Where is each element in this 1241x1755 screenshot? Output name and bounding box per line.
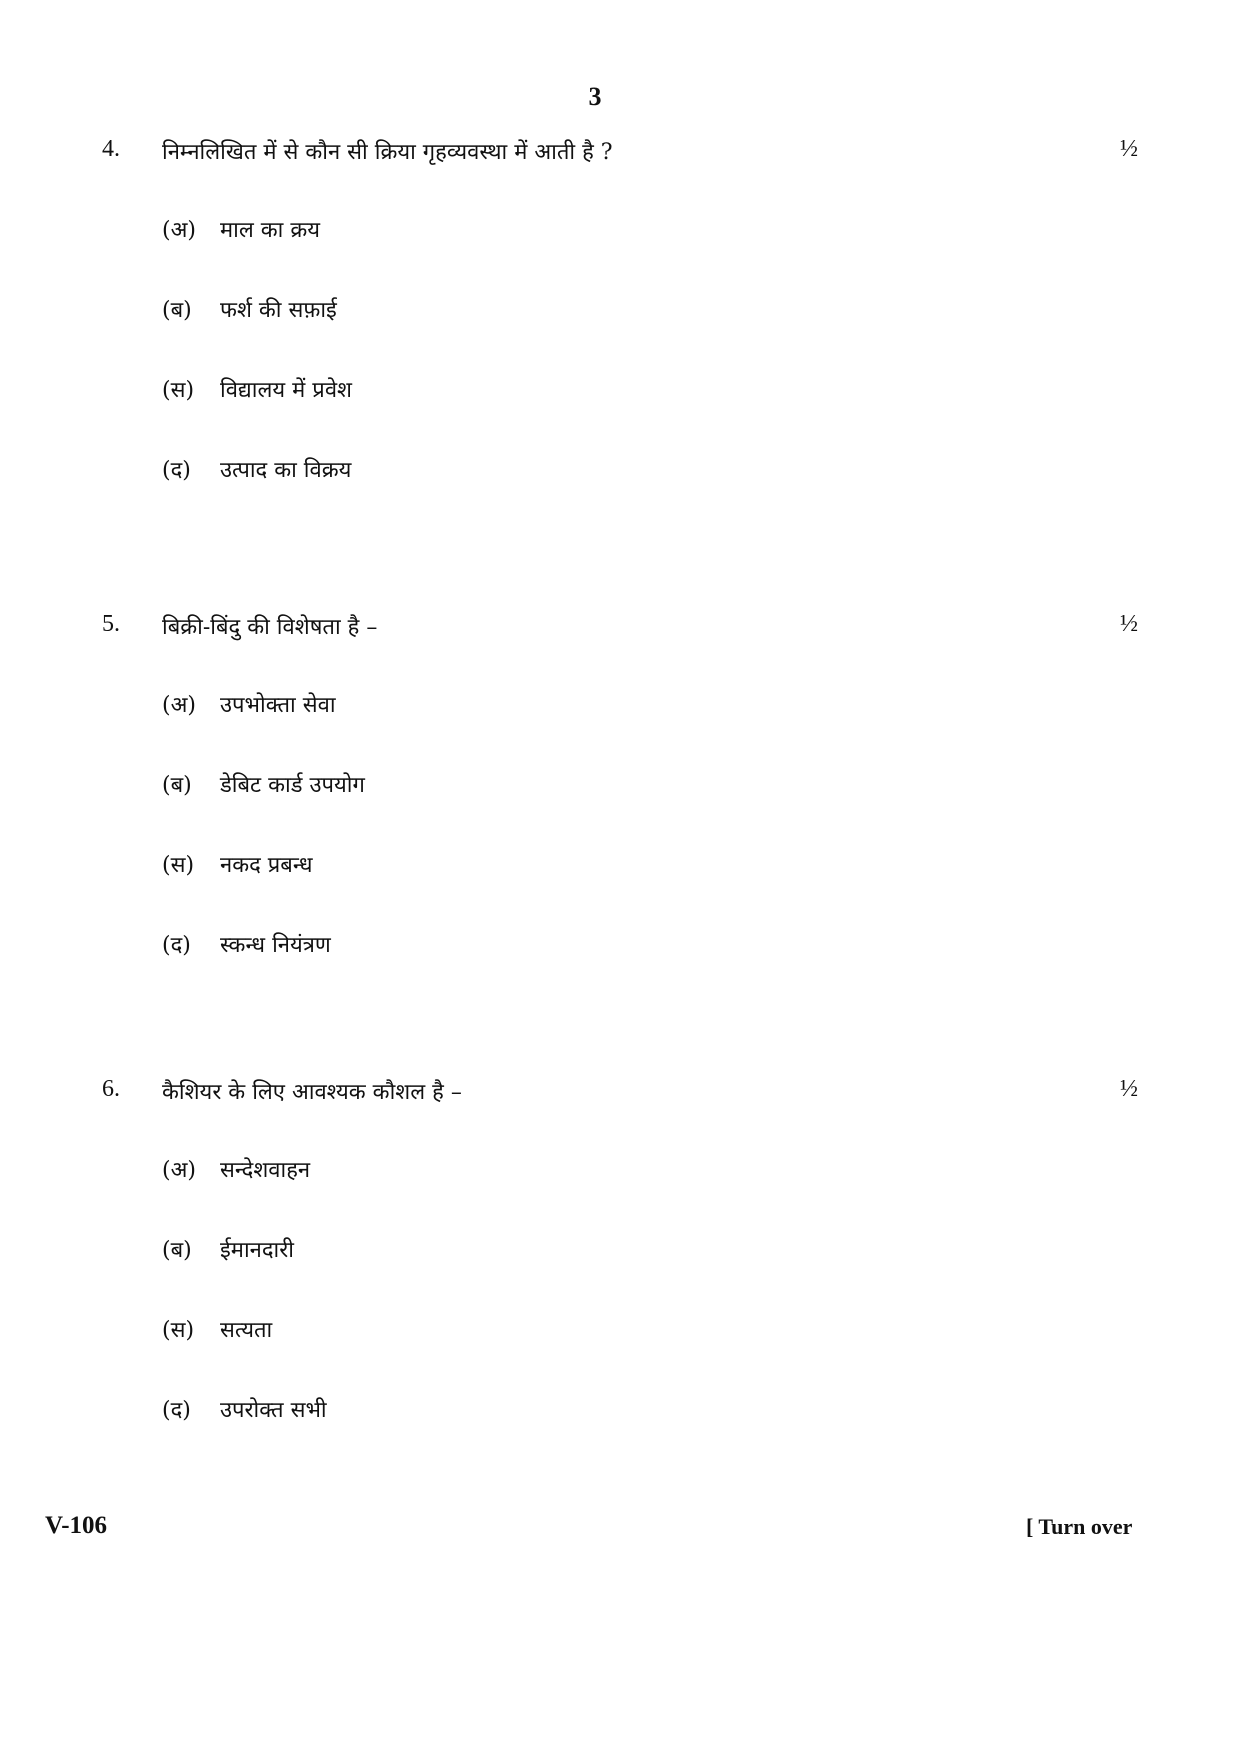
question-text: बिक्री-बिंदु की विशेषता है – [162,615,378,640]
question-6 [0,1076,1241,1474]
page-number: 3 [588,82,602,111]
option-label: (ब) [162,773,192,798]
option-label: (ब) [162,1238,192,1263]
paper-code: V-106 [45,1512,108,1539]
option-d [0,929,1241,1009]
option-d [0,454,1241,534]
option-label: (स) [162,853,195,878]
option-list [0,689,1241,1009]
option-a [0,214,1241,294]
option-text: विद्यालय में प्रवेश [220,378,353,403]
question-marks: ½ [1120,611,1138,637]
option-text: सत्यता [220,1318,273,1343]
option-label: (अ) [162,693,196,718]
option-text: स्कन्ध नियंत्रण [220,933,331,958]
question-number: 4. [102,136,120,162]
option-text: माल का क्रय [220,218,321,243]
option-label: (स) [162,1318,195,1343]
question-number: 6. [102,1076,120,1102]
option-text: फर्श की सफ़ाई [220,298,337,323]
question-marks: ½ [1120,136,1138,162]
option-label: (द) [162,458,191,483]
question-text: निम्नलिखित में से कौन सी क्रिया गृहव्यवस्था में आती है ? [162,140,613,165]
question-4 [0,136,1241,534]
question-5 [0,611,1241,1009]
option-label: (स) [162,378,195,403]
option-text: ईमानदारी [220,1238,294,1263]
option-b [0,769,1241,849]
option-label: (द) [162,933,191,958]
question-text: कैशियर के लिए आवश्यक कौशल है – [162,1080,462,1105]
option-a [0,1154,1241,1234]
option-label: (अ) [162,218,196,243]
option-text: सन्देशवाहन [220,1158,311,1183]
option-label: (ब) [162,298,192,323]
option-text: उपभोक्ता सेवा [220,693,336,718]
option-a [0,689,1241,769]
option-list [0,1154,1241,1474]
option-text: नकद प्रबन्ध [220,853,313,878]
option-text: उत्पाद का विक्रय [220,458,352,483]
question-marks: ½ [1120,1076,1138,1102]
option-text: उपरोक्त सभी [220,1398,327,1423]
option-c [0,374,1241,454]
turn-over-note: [ Turn over [1026,1514,1133,1539]
option-label: (द) [162,1398,191,1423]
option-b [0,1234,1241,1314]
question-number: 5. [102,611,120,637]
option-label: (अ) [162,1158,196,1183]
option-list [0,214,1241,534]
option-c [0,849,1241,929]
option-c [0,1314,1241,1394]
option-text: डेबिट कार्ड उपयोग [220,773,365,798]
option-d [0,1394,1241,1474]
option-b [0,294,1241,374]
